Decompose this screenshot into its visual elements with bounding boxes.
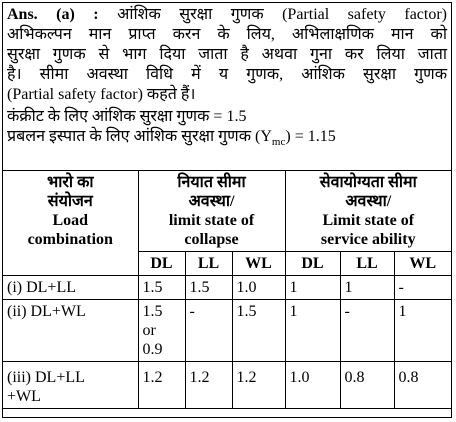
cell: - (340, 300, 394, 362)
cell: 1.5 or 0.9 (138, 300, 185, 362)
collapse-header: नियात सीमा अवस्था/ limit state of collapse (138, 171, 285, 252)
sub-header-wl-collapse: WL (232, 252, 285, 276)
answer-text-1: आंशिक सुरक्षा गुणक (Partial safety factor) (117, 6, 448, 23)
steel-factor-text: प्रबलन इस्पात के लिए आंशिक सुरक्षा गुणक (Y (7, 128, 272, 145)
sub-header-dl-service: DL (285, 252, 340, 276)
row-label: (ii) DL+WL (3, 300, 138, 362)
cell: 1.5 (138, 276, 185, 300)
row-label: (i) DL+LL (3, 276, 138, 300)
answer-box (2, 2, 452, 418)
cell: - (394, 276, 451, 300)
cell: 1 (285, 300, 340, 362)
mc-subscript: mc (271, 136, 286, 149)
answer-line-7 (7, 127, 447, 152)
sub-header-wl-service: WL (394, 252, 451, 276)
row-label: (iii) DL+LL +WL (3, 362, 138, 409)
answer-label: Ans. (a) : (7, 6, 99, 23)
answer-line-1 (7, 5, 447, 25)
cell: 1.2 (138, 362, 185, 409)
cell: 1.5 (185, 276, 232, 300)
answer-line-2: अभिकल्पन मान प्राप्त करन के लिय, अभिलाक्षणिक मान को (7, 26, 447, 43)
cell: 1.2 (185, 362, 232, 409)
sub-header-ll-collapse: LL (185, 252, 232, 276)
table-row (3, 300, 451, 362)
load-combination-table (3, 170, 451, 409)
answer-line-3: सुरक्षा गुणक से भाग दिया जाता है अथवा गुना कर लिया जाता (7, 46, 447, 63)
answer-line-5: (Partial safety factor) कहते हैं। (7, 86, 196, 103)
cell: 1.2 (232, 362, 285, 409)
table-row (3, 276, 451, 300)
serviceability-header: सेवायोग्यता सीमा अवस्था/ Limit state of service ability (285, 171, 451, 252)
load-combination-header: भारो का संयोजन Load combination (3, 171, 138, 276)
cell: 1.0 (285, 362, 340, 409)
answer-line-4: है। सीमा अवस्था विधि में य गुणक, आंशिक सुरक्षा गुणक (7, 66, 447, 83)
cell: - (185, 300, 232, 362)
cell: 0.8 (340, 362, 394, 409)
sub-header-dl-collapse: DL (138, 252, 185, 276)
table-row (3, 362, 451, 409)
steel-factor-value: ) = 1.15 (285, 128, 336, 145)
cell: 1 (340, 276, 394, 300)
cell: 0.8 (394, 362, 451, 409)
cell: 1.0 (232, 276, 285, 300)
cell: 1.5 (232, 300, 285, 362)
sub-header-ll-service: LL (340, 252, 394, 276)
answer-line-6: कंक्रीट के लिए आंशिक सुरक्षा गुणक = 1.5 (7, 108, 247, 125)
cell: 1 (394, 300, 451, 362)
cell: 1 (285, 276, 340, 300)
